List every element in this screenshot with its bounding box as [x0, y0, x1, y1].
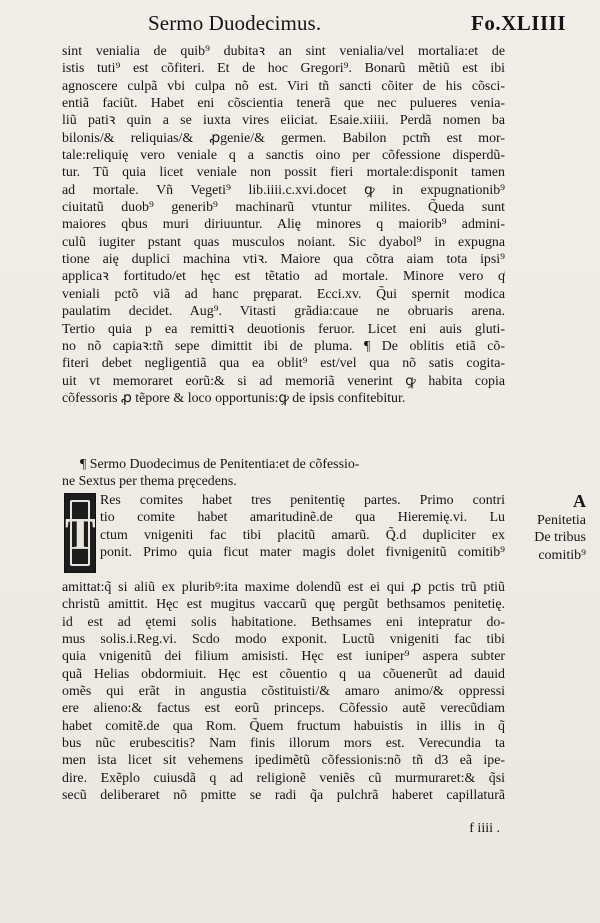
- text-line: omẽs qui erãt in angustia cõstituisti/& amaro animo/& oppressi: [62, 684, 505, 700]
- text-line: amittat:q̃ si aliũ ex pluribꝰ:ita maxime dolendũ est ei qui ꝓ pctis trũ ptiũ: [62, 580, 505, 595]
- text-line: veniali pctõ viã ad hanc pręparat. Ecci.xv. Q̃ui spernit modica: [62, 286, 505, 302]
- text-line: liũ patiꝛ quin a se iuxta vires eiiciat. Esaie.xiiii. Perdã nomen ba: [62, 113, 505, 129]
- text-line: id est ad ętemi solis habitatione. Bethsames eni intepratur do-: [62, 614, 505, 630]
- text-line: entiã faciũt. Habet eni cõscientia tenerã que nec pulueres venia-: [62, 96, 505, 112]
- main-text: [62, 579, 505, 804]
- text-line: uit vt memoraret eorũ:& si ad memoriã venerint ꝙ habita copia: [62, 373, 505, 389]
- text-line: men ista licet sit vehemens ipedimẽtũ cõfessionis:nõ tñ d3 eã ipe-: [62, 753, 505, 769]
- text-line: habet comitẽ.de qua Rom. Q̃uem fructum habuistis in illis in q̃: [62, 718, 505, 734]
- text-line: agnoscere culpã vbi culpa nõ est. Viri tñ sancti cõiter de his cõsci-: [62, 78, 505, 94]
- text-line: cõfessoris ꝓ tẽpore & loco opportunis:ꝙ de ipsis confitebitur.: [62, 390, 406, 406]
- decorated-initial-letter: T: [65, 508, 96, 559]
- text-line: Tertio quia p ea remittiꝛ deuotionis feruor. Licet eni auis gluti-: [62, 321, 505, 337]
- text-line: culũ iugiter pstant quas musculos noiant. Sic dyabol⁹ in expugna: [62, 234, 505, 250]
- text-line: ctum vnigeniti fac tibi placitũ amarũ. Q̃.d dupliciter ex: [100, 527, 505, 543]
- text-line: tale:reliquię vero veniale q a sanctis oino per cõfessione disperdũ-: [62, 148, 505, 164]
- text-line: ciuitatũ duob⁹ generib⁹ machinarũ vtuntur milites. Q̃ueda sunt: [62, 200, 505, 216]
- text-line: mus solis.i.Reg.vi. Scdo modo exponit. Luctũ vnigeniti fac tibi: [62, 632, 505, 648]
- text-line: secũ deliberaret nõ pmitte se radi q̃a pulchrã haberet capillaturã: [62, 788, 505, 804]
- text-line: bilonis/& reliquias/& ꝓgenie/& germen. Babilon pctm̃ est mor-: [62, 130, 505, 146]
- margin-note-word: Penitetia: [537, 513, 586, 528]
- section-heading-line: ¶ Sermo Duodecimus de Penitentia:et de cõfessio-: [80, 457, 360, 472]
- section-heading: [62, 456, 505, 491]
- text-line: no nõ capiaꝛ:tñ sepe dimittit ibi de pluma. ¶ De oblitis etiã cõ-: [62, 338, 505, 354]
- body-text: [62, 43, 505, 407]
- margin-note-word: De tribus: [534, 530, 586, 546]
- text-line: istis tuti⁹ est cõfiteri. Et de hoc Gregori⁹. Bonarũ mẽtiũ est ibi: [62, 61, 505, 77]
- text-line: bus nũc erubescitis? Nam finis illorum mors est. Verecundia ta: [62, 736, 505, 752]
- running-title: Sermo Duodecimus.: [148, 11, 322, 35]
- signature-mark: f iiii .: [469, 821, 500, 836]
- text-line: applicaꝛ fortitudo/et hęc est tẽtatio ad mortale. Minore vero qͥ: [62, 269, 505, 285]
- text-line: quã Helias obdormiuit. Hęc est cõuentio q ua cõuenerũt ad dauid: [62, 666, 505, 682]
- text-line: dire. Exẽplo cuiusdã q ad religionẽ veniẽs cũ murmuraret:& q̃si: [62, 770, 505, 786]
- decorated-initial: [64, 493, 96, 573]
- text-line: Res comites habet tres penitentię partes. Primo contri: [100, 493, 505, 508]
- running-head: [148, 8, 566, 38]
- text-line: tione aię duplici machina vtiꝛ. Maiore qua cõtra aiam tota ipsi⁹: [62, 252, 505, 268]
- margin-note: [514, 490, 586, 564]
- margin-note-word: comitib⁹: [538, 547, 586, 563]
- text-line: ere alieno:& factus est eorũ princeps. Cõfessio autẽ verecũdiam: [62, 701, 505, 717]
- text-line: tio comite habet amaritudinẽ.de qua Hieremię.vi. Lu: [100, 510, 505, 526]
- text-line: christũ amittit. Hęc est mugitus vaccarũ quę pergũt bethsamos penitetię.: [62, 597, 505, 613]
- text-line: sint venialia de quib⁹ dubitaꝛ an sint venialia/vel mortalia:et de: [62, 44, 505, 59]
- text-line: tur. Tũ quia licet veniale non possit fieri mortale:disponit tamen: [62, 165, 505, 181]
- folio-number: Fo.XLIIII: [471, 11, 566, 35]
- text-line: ponit. Primo quia ficut mater magis dolet fivnigenitũ comitib⁹: [100, 545, 505, 561]
- section-heading-line: ne Sextus per thema pręcedens.: [62, 474, 237, 490]
- text-line: quia vnigenitũ dei filium amisisti. Hęc est iuniper⁹ aspera subter: [62, 649, 505, 665]
- text-line: fiteri debet negligentiã qua ea oblit⁹ est/vel qua nõ satis cogita-: [62, 356, 505, 372]
- opening-paragraph: [100, 492, 505, 561]
- margin-note-letter: A: [573, 491, 586, 511]
- text-line: maiores qbus muri diriuuntur. Alię minores q maiorib⁹ admini-: [62, 217, 505, 233]
- text-line: paulatim decidet. Aug⁹. Vitasti grãdia:caue ne obruaris arena.: [62, 304, 505, 320]
- text-line: ad mortale. Vñ Vegeti⁹ lib.iiii.c.xvi.docet ꝙ in expugnationib⁹: [62, 182, 505, 198]
